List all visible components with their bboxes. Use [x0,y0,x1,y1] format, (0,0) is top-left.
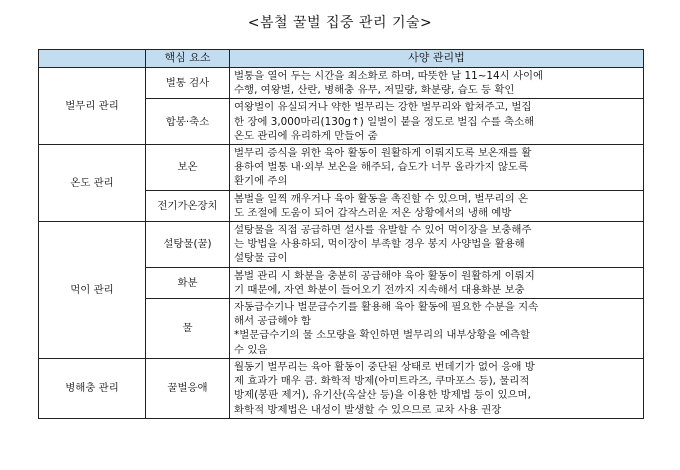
table-row [39,359,644,419]
description-cell [230,299,644,359]
header-blank [39,50,146,68]
description-line: 는 방법을 사용하되, 먹이장이 부족할 경우 봉지 사양법을 활용해 [234,238,525,251]
category-cell: 병해충 관리 [39,359,146,419]
table-row [39,222,644,268]
description-line: 벌통을 열어 두는 시간을 최소화로 하며, 따뜻한 날 11~14시 사이에 [234,70,544,82]
description-line: 화학적 방제법은 내성이 발생할 수 있으므로 교차 사용 권장 [234,403,502,416]
description-line: 월동기 벌무리는 육아 활동이 중단된 상태로 번데기가 없어 응애 방 [234,361,535,374]
description-line: 수 있음 [234,343,268,356]
description-line: 설탕물 급이 [234,252,288,265]
element-cell: 설탕물(꿀) [146,222,230,268]
table-row [39,68,644,99]
description-cell [230,359,644,419]
description-line: 해서 공급해야 함 [234,315,311,328]
description-line: 여왕벌이 유실되거나 약한 벌무리는 강한 벌무리와 합쳐주고, 벌집 [234,101,532,114]
element-cell: 합봉·축소 [146,99,230,145]
description-line: 온도 관리에 유리하게 만들어 줌 [234,129,378,142]
description-line: 한 장에 3,000마리(130g↑) 일벌이 붙을 정도로 벌집 수를 축소해 [234,115,535,128]
description-line: 기 때문에, 자연 화분이 들어오기 전까지 지속해서 대용화분 보충 [234,283,525,296]
category-cell: 먹이 관리 [39,222,146,359]
description-line: 방제(봉판 제거), 유기산(옥살산 등)을 이용한 방제법 등이 있으며, [234,389,531,402]
description-cell [230,99,644,145]
table-row [39,145,644,191]
header-key-element: 핵심 요소 [146,50,230,68]
element-cell: 전기가온장치 [146,190,230,221]
description-line: 환기에 주의 [234,175,288,188]
element-cell: 벌통 검사 [146,68,230,99]
description-line: 제 효과가 매우 큼. 화학적 방제(아미트라즈, 쿠마포스 등), 물리적 [234,375,530,388]
description-cell [230,267,644,298]
header-management-method: 사양 관리법 [230,50,644,68]
category-cell: 벌무리 관리 [39,68,146,145]
element-cell: 물 [146,299,230,359]
description-cell [230,145,644,191]
description-line: 봄벌을 일찍 깨우거나 육아 활동을 촉진할 수 있으며, 벌무리의 온 [234,192,528,205]
category-cell: 온도 관리 [39,145,146,222]
description-line: *벌문급수기의 물 소모량을 확인하면 벌무리의 내부상황을 예측할 [234,329,531,342]
management-table [38,49,644,419]
description-line: 자동급수기나 벌문급수기를 활용해 육아 활동에 필요한 수분을 지속 [234,301,539,314]
table-header-row [39,50,644,68]
description-line: 봄벌 관리 시 화분을 충분히 공급해야 육아 활동이 원활하게 이뤄지 [234,269,535,282]
description-cell [230,190,644,221]
description-cell [230,222,644,268]
description-cell [230,68,644,99]
element-cell: 꿀벌응애 [146,359,230,419]
description-line: 벌무리 증식을 위한 육아 활동이 원활하게 이뤄지도록 보온재를 활 [234,147,532,160]
document-title: <봄철 꿀벌 집중 관리 기술> [247,15,433,31]
description-line: 수행, 여왕벌, 산란, 병해충 유무, 저밀량, 화분량, 습도 등 확인 [234,84,515,97]
element-cell: 보온 [146,145,230,191]
description-line: 용하여 벌통 내·외부 보온을 해주되, 습도가 너무 올라가지 않도록 [234,161,528,174]
element-cell: 화분 [146,267,230,298]
description-line: 도 조절에 도움이 되어 갑작스러운 저온 상황에서의 냉해 예방 [234,206,512,219]
description-line: 설탕물을 직접 공급하면 설사를 유발할 수 있어 먹이장을 보충해주 [234,224,532,237]
